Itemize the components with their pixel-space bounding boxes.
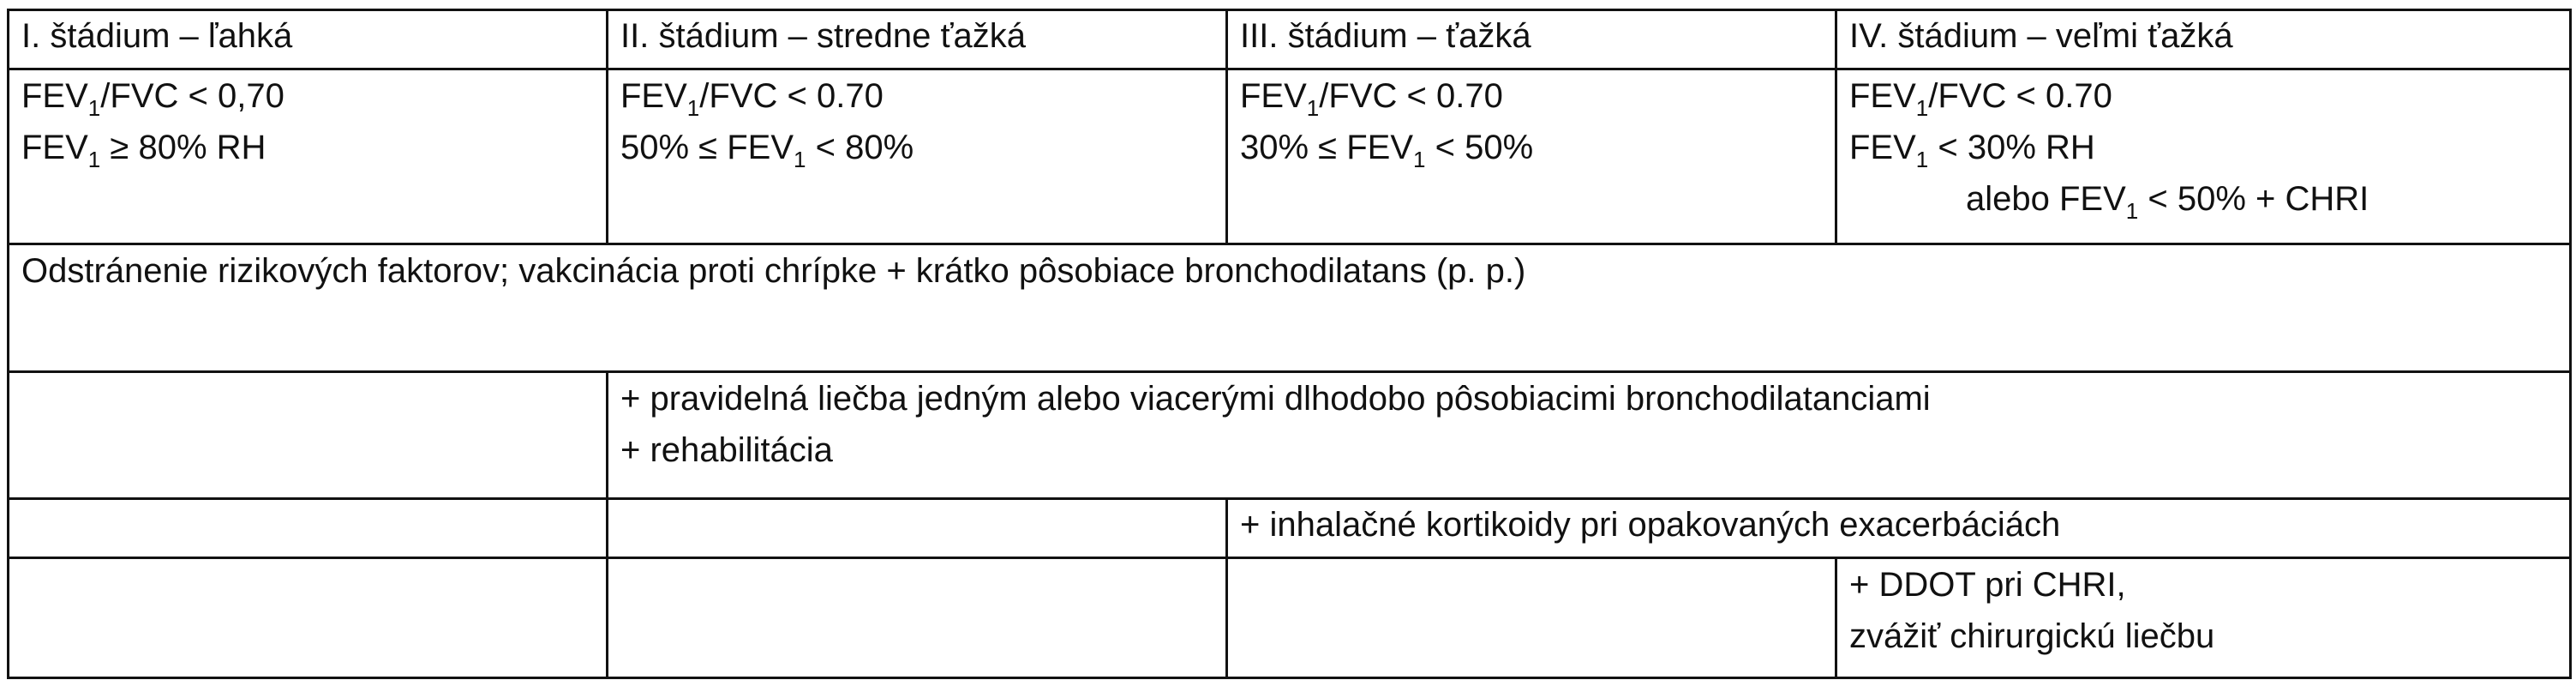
stage-1-criteria xyxy=(9,69,608,244)
empty-cell xyxy=(1227,558,1836,678)
stage-1-criterion-ratio: $FEV_1$/FVC < 0,70 xyxy=(21,77,285,122)
stage-1-header: I. štádium – ľahká xyxy=(9,10,608,69)
treatment-stage-4-row xyxy=(9,558,2571,678)
stage-3-header: III. štádium – ťažká xyxy=(1227,10,1836,69)
empty-cell xyxy=(9,371,608,498)
stage-4-criterion-alternative: alebo $FEV_1 < 50\%$ + CHRI xyxy=(1966,180,2369,225)
treatment-rehabilitation: + rehabilitácia xyxy=(620,430,833,469)
treatment-from-stage-2 xyxy=(608,371,2571,498)
stage-2-criterion-ratio: $FEV_1$/FVC < 0.70 xyxy=(620,77,884,122)
empty-cell xyxy=(608,498,1227,557)
treatment-from-stage-3-row xyxy=(9,498,2571,557)
stage-3-criteria xyxy=(1227,69,1836,244)
treatment-stage-4 xyxy=(1836,558,2571,678)
stage-2-criteria xyxy=(608,69,1227,244)
stage-4-criteria xyxy=(1836,69,2571,244)
treatment-inhaled-corticosteroids: + inhalačné kortikoidy pri opakovaných exacerbáciách xyxy=(1227,498,2571,557)
empty-cell xyxy=(608,558,1227,678)
empty-cell xyxy=(9,558,608,678)
stage-2-header: II. štádium – stredne ťažká xyxy=(608,10,1227,69)
empty-cell xyxy=(9,498,608,557)
stage-2-criterion-fev1: $50\% \le FEV_1 < 80\%$ xyxy=(620,129,914,173)
stage-criteria-row xyxy=(9,69,2571,244)
treatment-long-acting-bronchodilators: + pravidelná liečba jedným alebo viacerými dlhodobo pôsobiacimi bronchodilatanciami xyxy=(620,379,1931,418)
stage-3-criterion-ratio: $FEV_1$/FVC < 0.70 xyxy=(1240,77,1503,122)
stage-1-criterion-fev1: $FEV_1 \ge 80\%$ RH xyxy=(21,129,267,173)
treatment-surgery: zvážiť chirurgickú liečbu xyxy=(1849,617,2215,656)
stage-4-header: IV. štádium – veľmi ťažká xyxy=(1836,10,2571,69)
treatment-ddot: + DDOT pri CHRI, xyxy=(1849,566,2126,605)
treatment-all-stages-row xyxy=(9,244,2571,371)
stage-4-criterion-fev1: $FEV_1 < 30\%$ RH xyxy=(1849,129,2095,173)
treatment-all-stages: Odstránenie rizikových faktorov; vakcinácia proti chrípke + krátko pôsobiace bronchodilatans (p. p.) xyxy=(9,244,2571,371)
copd-stage-treatment-table xyxy=(7,9,2572,679)
stage-3-criterion-fev1: $30\% \le FEV_1 < 50\%$ xyxy=(1240,129,1534,173)
stage-4-criterion-ratio: $FEV_1$/FVC < 0.70 xyxy=(1849,77,2112,122)
stage-header-row xyxy=(9,10,2571,69)
treatment-from-stage-2-row xyxy=(9,371,2571,498)
